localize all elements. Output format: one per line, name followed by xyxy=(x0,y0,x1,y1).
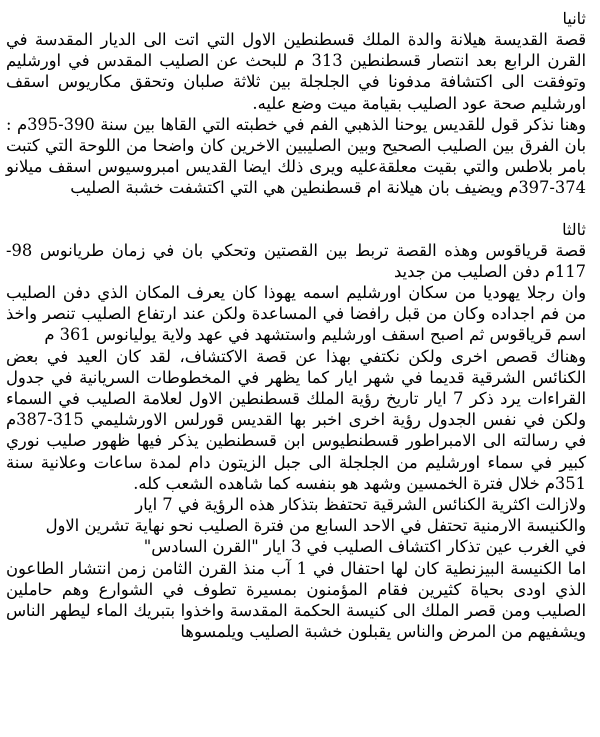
section-3-paragraph-7: اما الكنيسة البيزنطية كان لها احتفال في 1 آب منذ القرن الثامن زمن انتشار الطاعون الذي اودى بحياة كثيرين فقام المؤمنون بمسيرة تطوف في الشوارع وهم حاملين الصليب ومن قصر الملك الى كنيسة الحكمة المقدسة واخذوا بتبريك الماء ليطهر الناس ويشفيهم من المرض والناس يقبلون خشبة الصليب ويلمسوها xyxy=(6,558,586,642)
section-2-paragraph-1: قصة القديسة هيلانة والدة الملك قسطنطين الاول التي اتت الى الديار المقدسة في القرن الرابع بعد انتصار قسطنطين 313 م للبحث عن الصليب المقدس في اورشليم وتوفقت الى اكتشافة مدفونا في الجلجلة بين ثلاثة صلبان وتحقق مكاريوس اسقف اورشليم صحة عود الصليب بقيامة ميت وضع عليه. xyxy=(6,30,586,113)
section-3-heading: ثالثا xyxy=(562,219,586,239)
section-3-paragraph-5: والكنيسة الارمنية تحتفل في الاحد السابع من فترة الصليب نحو نهاية تشرين الاول xyxy=(45,516,586,536)
section-3-paragraph-2: وان رجلا يهوديا من سكان اورشليم اسمه يهوذا كان يعرف المكان الذي دفن الصليب من فم اجداده وكان من قبل رافضا في المساعدة ولكن عند ارتفاع الصليب تنصر واخذ اسم قرياقوس ثم اصبح اسقف اورشليم واستشهد في عهد ولاية يوليانوس 361 م xyxy=(6,283,586,345)
section-2-heading: ثانيا xyxy=(562,9,586,28)
section-3-paragraph-6: في الغرب عين تذكار اكتشاف الصليب في 3 ايار "القرن السادس" xyxy=(143,537,586,557)
section-3-paragraph-3: وهناك قصص اخرى ولكن نكتفي بهذا عن قصة الاكتشاف، لقد كان العيد في بعض الكنائس الشرقية قديما في شهر ايار كما يظهر في المخطوطات السريانية في جدول القراءات يرد ذكر 7 ايار تاريخ رؤية الملك قسطنطين الاول لعلامة الصليب في السماء ولكن في نفس الجدول رؤية اخرى اخبر بها القديس قورلس الاورشليمي 315-387م في رسالته الى الامبراطور قسطنطيوس ابن قسطنطين يذكر فيها ظهور صليب نوري كبير في سماء اورشليم من الجلجلة الى جبل الزيتون دام لمدة ساعات وعلانية سنة 351م خلال فترة الخمسين وشهد هو بنفسه كما شاهده الشعب كله. xyxy=(6,346,586,493)
section-2-paragraph-2: وهنا نذكر قول للقديس يوحنا الذهبي الفم في خطبته التي القاها بين سنة 390-395م : بان الفرق بين الصليب الصحيح وبين الصليبين الاخرين كان واضحا من اللوحة التي كتبت بامر بلاطس والتي بقيت معلقةعليه ويرى ذلك ايضا القديس امبروسيوس اسقف ميلانو 374-397م ويضيف بان هيلانة ام قسطنطين هي التي اكتشفت خشبة الصليب xyxy=(6,114,586,198)
section-divider xyxy=(6,199,586,219)
section-3-paragraph-1: قصة قرياقوس وهذه القصة تربط بين القصتين وتحكي بان في زمان طريانوس 98-117م دفن الصليب من جديد xyxy=(6,240,586,281)
section-3-paragraph-4: ولازالت اكثرية الكنائس الشرقية تحتفظ بتذكار هذه الرؤية في 7 ايار xyxy=(135,495,586,515)
